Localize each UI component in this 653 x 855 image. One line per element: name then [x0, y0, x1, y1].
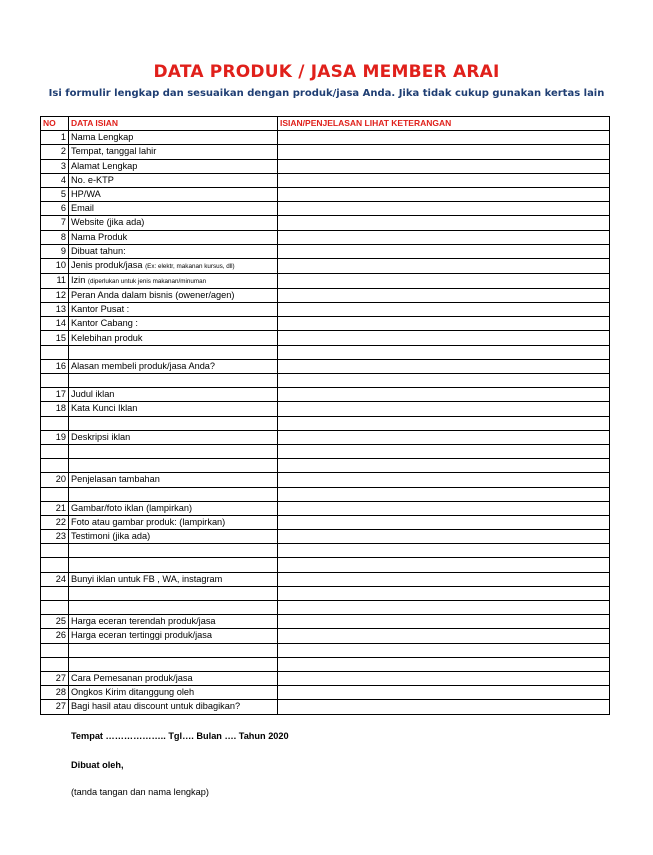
- row-label-cell: [69, 700, 278, 714]
- table-row: [41, 187, 610, 201]
- row-number: [41, 601, 69, 615]
- row-label: Alamat Lengkap: [71, 160, 138, 171]
- table-header-row: [41, 117, 610, 131]
- row-number: 28: [41, 686, 69, 700]
- answer-cell[interactable]: [278, 686, 610, 700]
- row-number: [41, 643, 69, 657]
- row-label: Kantor Pusat :: [71, 304, 130, 315]
- table-row: [41, 530, 610, 544]
- answer-cell[interactable]: [278, 487, 610, 501]
- table-row: [41, 615, 610, 629]
- row-label: Harga eceran tertinggi produk/jasa: [71, 630, 212, 641]
- row-label-cell: [69, 317, 278, 331]
- table-row: [41, 629, 610, 643]
- answer-cell[interactable]: [278, 657, 610, 671]
- row-number: 11: [41, 273, 69, 288]
- row-number: 4: [41, 173, 69, 187]
- row-label-cell: [69, 643, 278, 657]
- row-label-cell: [69, 430, 278, 444]
- form-table-body: [41, 117, 610, 715]
- row-label-cell: [69, 374, 278, 388]
- row-label-cell: [69, 388, 278, 402]
- row-label: HP/WA: [71, 189, 101, 200]
- answer-cell[interactable]: [278, 345, 610, 359]
- row-label-cell: [69, 187, 278, 201]
- table-row: [41, 230, 610, 244]
- row-label: Bunyi iklan untuk FB , WA, instagram: [71, 573, 223, 584]
- row-label: Kantor Cabang :: [71, 318, 138, 329]
- table-row: [41, 558, 610, 572]
- answer-cell[interactable]: [278, 131, 610, 145]
- row-label: Penjelasan tambahan: [71, 474, 160, 485]
- row-number: 9: [41, 244, 69, 258]
- table-row: [41, 657, 610, 671]
- row-label-cell: [69, 444, 278, 458]
- answer-cell[interactable]: [278, 145, 610, 159]
- answer-cell[interactable]: [278, 331, 610, 345]
- answer-cell[interactable]: [278, 416, 610, 430]
- answer-cell[interactable]: [278, 430, 610, 444]
- row-label-cell: [69, 459, 278, 473]
- answer-cell[interactable]: [278, 374, 610, 388]
- row-number: 12: [41, 288, 69, 302]
- answer-cell[interactable]: [278, 615, 610, 629]
- table-row: [41, 131, 610, 145]
- table-row: [41, 515, 610, 529]
- table-row: [41, 345, 610, 359]
- row-label-cell: [69, 145, 278, 159]
- table-row: [41, 359, 610, 373]
- row-number: 19: [41, 430, 69, 444]
- answer-cell[interactable]: [278, 643, 610, 657]
- row-label-cell: [69, 572, 278, 586]
- table-row: [41, 601, 610, 615]
- answer-cell[interactable]: [278, 202, 610, 216]
- table-row: [41, 216, 610, 230]
- row-number: 22: [41, 515, 69, 529]
- answer-cell[interactable]: [278, 173, 610, 187]
- table-row: [41, 388, 610, 402]
- row-label: Tempat, tanggal lahir: [71, 146, 157, 157]
- row-label: Kata Kunci Iklan: [71, 403, 138, 414]
- table-row: [41, 487, 610, 501]
- row-number: 27: [41, 671, 69, 685]
- table-row: [41, 202, 610, 216]
- row-number: [41, 657, 69, 671]
- answer-cell[interactable]: [278, 273, 610, 288]
- row-label: Gambar/foto iklan (lampirkan): [71, 502, 193, 513]
- table-row: [41, 671, 610, 685]
- answer-cell[interactable]: [278, 629, 610, 643]
- answer-cell[interactable]: [278, 558, 610, 572]
- row-number: 2: [41, 145, 69, 159]
- form-title: DATA PRODUK / JASA MEMBER ARAI: [153, 62, 500, 82]
- row-label-cell: [69, 159, 278, 173]
- form-table: [40, 116, 610, 715]
- row-label-cell: [69, 601, 278, 615]
- row-label-cell: [69, 402, 278, 416]
- table-row: [41, 244, 610, 258]
- answer-cell[interactable]: [278, 230, 610, 244]
- row-number: 5: [41, 187, 69, 201]
- row-label-cell: [69, 258, 278, 273]
- answer-cell[interactable]: [278, 572, 610, 586]
- footer-place-date: Tempat ……………….. Tgl…. Bulan …. Tahun 2020: [71, 731, 289, 741]
- row-label: Testimoni (jika ada): [71, 531, 151, 542]
- table-row: [41, 643, 610, 657]
- row-number: 17: [41, 388, 69, 402]
- answer-cell[interactable]: [278, 444, 610, 458]
- row-number: 23: [41, 530, 69, 544]
- row-number: 7: [41, 216, 69, 230]
- row-label: Dibuat tahun:: [71, 245, 126, 256]
- row-label: Email: [71, 203, 94, 214]
- table-row: [41, 331, 610, 345]
- row-number: 18: [41, 402, 69, 416]
- answer-cell[interactable]: [278, 700, 610, 714]
- table-row: [41, 303, 610, 317]
- footer-made-by: Dibuat oleh,: [71, 760, 124, 770]
- row-label-cell: [69, 544, 278, 558]
- table-row: [41, 273, 610, 288]
- answer-cell[interactable]: [278, 303, 610, 317]
- answer-cell[interactable]: [278, 216, 610, 230]
- table-row: [41, 258, 610, 273]
- row-label-cell: [69, 501, 278, 515]
- answer-cell[interactable]: [278, 317, 610, 331]
- row-number: 27: [41, 700, 69, 714]
- answer-cell[interactable]: [278, 258, 610, 273]
- table-row: [41, 473, 610, 487]
- row-number: 24: [41, 572, 69, 586]
- row-label-cell: [69, 657, 278, 671]
- row-label-cell: [69, 331, 278, 345]
- row-label: Harga eceran terendah produk/jasa: [71, 616, 216, 627]
- row-number: [41, 416, 69, 430]
- row-label-cell: [69, 202, 278, 216]
- row-label: Foto atau gambar produk: (lampirkan): [71, 516, 226, 527]
- row-number: [41, 444, 69, 458]
- header-no: NO: [41, 117, 69, 131]
- table-row: [41, 145, 610, 159]
- row-number: 25: [41, 615, 69, 629]
- table-row: [41, 173, 610, 187]
- row-label-cell: [69, 288, 278, 302]
- answer-cell[interactable]: [278, 473, 610, 487]
- row-number: [41, 558, 69, 572]
- row-label-note: (Ex: elektr, makanan kursus, dll): [145, 262, 235, 270]
- answer-cell[interactable]: [278, 388, 610, 402]
- answer-cell[interactable]: [278, 515, 610, 529]
- row-number: 3: [41, 159, 69, 173]
- answer-cell[interactable]: [278, 671, 610, 685]
- row-number: 16: [41, 359, 69, 373]
- row-label-cell: [69, 416, 278, 430]
- row-label-cell: [69, 515, 278, 529]
- table-row: [41, 374, 610, 388]
- row-label: Peran Anda dalam bisnis (owener/agen): [71, 289, 235, 300]
- table-row: [41, 402, 610, 416]
- row-label-cell: [69, 244, 278, 258]
- row-label: Deskripsi iklan: [71, 431, 131, 442]
- row-number: 10: [41, 258, 69, 273]
- answer-cell[interactable]: [278, 544, 610, 558]
- table-row: [41, 430, 610, 444]
- answer-cell[interactable]: [278, 288, 610, 302]
- answer-cell[interactable]: [278, 187, 610, 201]
- row-number: 14: [41, 317, 69, 331]
- answer-cell[interactable]: [278, 586, 610, 600]
- row-number: [41, 586, 69, 600]
- row-number: [41, 345, 69, 359]
- row-number: [41, 487, 69, 501]
- table-row: [41, 288, 610, 302]
- row-label-cell: [69, 273, 278, 288]
- row-label: Kelebihan produk: [71, 332, 143, 343]
- table-row: [41, 700, 610, 714]
- row-number: [41, 459, 69, 473]
- row-number: [41, 374, 69, 388]
- row-label-cell: [69, 615, 278, 629]
- row-label: No. e-KTP: [71, 174, 114, 185]
- row-number: 26: [41, 629, 69, 643]
- row-number: [41, 544, 69, 558]
- row-label: Nama Produk: [71, 231, 128, 242]
- answer-cell[interactable]: [278, 159, 610, 173]
- table-row: [41, 159, 610, 173]
- row-number: 8: [41, 230, 69, 244]
- row-number: 1: [41, 131, 69, 145]
- row-label: Ongkos Kirim ditanggung oleh: [71, 687, 195, 698]
- row-label-cell: [69, 216, 278, 230]
- row-number: 21: [41, 501, 69, 515]
- header-data-isian: DATA ISIAN: [69, 117, 278, 131]
- answer-cell[interactable]: [278, 402, 610, 416]
- table-row: [41, 416, 610, 430]
- footer-signature-note: (tanda tangan dan nama lengkap): [71, 787, 209, 797]
- row-label-cell: [69, 558, 278, 572]
- row-number: 20: [41, 473, 69, 487]
- row-label-cell: [69, 530, 278, 544]
- answer-cell[interactable]: [278, 601, 610, 615]
- answer-cell[interactable]: [278, 359, 610, 373]
- row-label-cell: [69, 303, 278, 317]
- row-label-cell: [69, 629, 278, 643]
- table-row: [41, 459, 610, 473]
- answer-cell[interactable]: [278, 459, 610, 473]
- row-label: Jenis produk/jasa: [71, 259, 143, 270]
- row-label-cell: [69, 487, 278, 501]
- answer-cell[interactable]: [278, 501, 610, 515]
- row-label-note: (diperlukan untuk jenis makanan/minuman: [87, 277, 207, 285]
- row-label: Website (jika ada): [71, 217, 145, 228]
- row-label: Izin: [71, 274, 86, 285]
- form-subtitle: Isi formulir lengkap dan sesuaikan dengan produk/jasa Anda. Jika tidak cukup gunakan kertas lain: [48, 88, 605, 99]
- row-number: 15: [41, 331, 69, 345]
- row-label-cell: [69, 345, 278, 359]
- table-row: [41, 444, 610, 458]
- table-row: [41, 544, 610, 558]
- row-label-cell: [69, 173, 278, 187]
- row-label: Cara Pemesanan produk/jasa: [71, 673, 193, 684]
- row-label-cell: [69, 586, 278, 600]
- table-row: [41, 317, 610, 331]
- table-row: [41, 572, 610, 586]
- row-label: Bagi hasil atau discount untuk dibagikan?: [71, 701, 241, 712]
- table-row: [41, 586, 610, 600]
- row-label: Alasan membeli produk/jasa Anda?: [71, 360, 216, 371]
- answer-cell[interactable]: [278, 244, 610, 258]
- row-number: 13: [41, 303, 69, 317]
- row-label-cell: [69, 230, 278, 244]
- row-number: 6: [41, 202, 69, 216]
- row-label-cell: [69, 473, 278, 487]
- answer-cell[interactable]: [278, 530, 610, 544]
- table-row: [41, 686, 610, 700]
- row-label-cell: [69, 131, 278, 145]
- header-isian-penjelasan: ISIAN/PENJELASAN LIHAT KETERANGAN: [278, 117, 610, 131]
- table-row: [41, 501, 610, 515]
- row-label-cell: [69, 359, 278, 373]
- row-label-cell: [69, 686, 278, 700]
- row-label-cell: [69, 671, 278, 685]
- row-label: Nama Lengkap: [71, 132, 134, 143]
- row-label: Judul iklan: [71, 389, 115, 400]
